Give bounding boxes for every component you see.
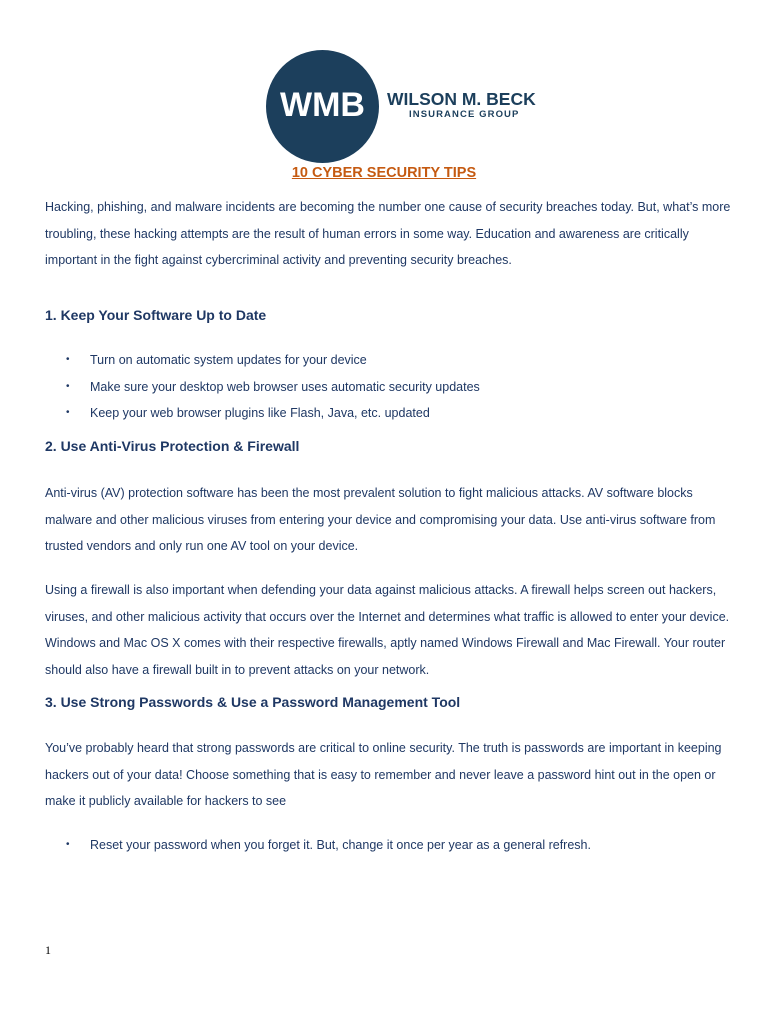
section-2-paragraph-2: Using a firewall is also important when defending your data against malicious attacks. A firewall helps screen out hackers, viruses, and other malicious activity that occurs over the Internet and determines what traffic is allowed to enter your device. Windows and Mac OS X comes with their respective firewalls, aptly named Windows Firewall and Mac Firewall. Your router should also have a firewall built in to prevent attacks on your network. [45, 583, 730, 677]
section-heading-2: 2. Use Anti-Virus Protection & Firewall [45, 438, 300, 454]
bullet-glyph: • [66, 407, 70, 418]
section-3-paragraph-1: You’ve probably heard that strong passwords are critical to online security. The truth is passwords are important in keeping hackers out of your data! Choose something that is easy to remember and never leave a password hint out in the open or make it publicly available for hackers to see [45, 741, 722, 808]
logo-subtitle: INSURANCE GROUP [409, 109, 520, 120]
bullet-text: Reset your password when you forget it. But, change it once per year as a general refresh. [90, 838, 591, 852]
logo-mark: WMB [280, 86, 365, 124]
document-title: 10 CYBER SECURITY TIPS [291, 165, 477, 181]
section-3-bullet-list [0, 832, 768, 859]
section-heading-3: 3. Use Strong Passwords & Use a Password Management Tool [45, 694, 461, 710]
list-item [0, 400, 768, 427]
list-item [0, 832, 768, 859]
bullet-text: Make sure your desktop web browser uses automatic security updates [90, 379, 480, 394]
bullet-glyph: • [66, 839, 70, 850]
section-1-bullet-list [0, 347, 768, 427]
bullet-glyph: • [66, 380, 70, 392]
list-item [0, 347, 768, 374]
bullet-text: Turn on automatic system updates for your device [90, 353, 367, 367]
bullet-text: Keep your web browser plugins like Flash, Java, etc. updated [90, 406, 430, 420]
page-number: 1 [45, 943, 51, 957]
bullet-glyph: • [66, 354, 70, 365]
company-logo [266, 50, 556, 163]
list-item [0, 374, 768, 401]
section-2-paragraph-1: Anti-virus (AV) protection software has been the most prevalent solution to fight malicious attacks. AV software blocks malware and other malicious viruses from entering your device and compromising your data. Use anti-virus software from trusted vendors and only run one AV tool on your device. [45, 486, 716, 553]
section-heading-1: 1. Keep Your Software Up to Date [45, 307, 267, 323]
logo-company-name: WILSON M. BECK [387, 89, 536, 109]
intro-paragraph: Hacking, phishing, and malware incidents are becoming the number one cause of security breaches today. But, what’s more troubling, these hacking attempts are the result of human errors in some way. Education and awareness are critically important in the fight against cybercriminal activity and preventing security breaches. [45, 200, 731, 267]
